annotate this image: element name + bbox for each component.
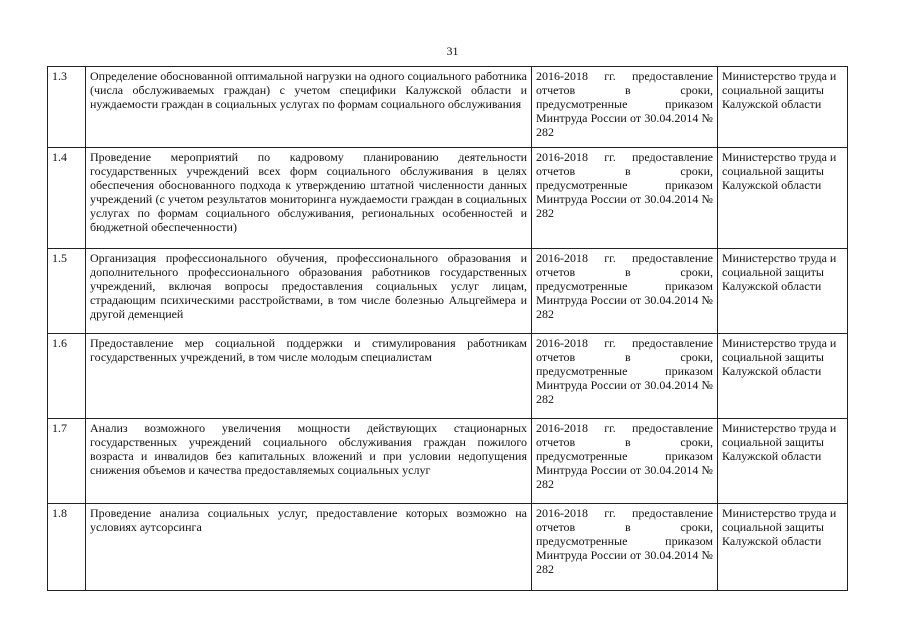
row-number: 1.5 [48,249,86,334]
row-number: 1.7 [48,419,86,504]
measure-term: 2016-2018 гг. предоставление отчетов в сроки, предусмотренные приказом Минтруда России от 30.04.2014 № 282 [532,419,718,504]
measure-description: Определение обоснованной оптимальной нагрузки на одного социального работника (числа обслуживаемых граждан) с учетом специфики Калужской области и нуждаемости граждан в социальных услугах по формам социального обслуживания [86,67,532,148]
measure-term: 2016-2018 гг. предоставление отчетов в сроки, предусмотренные приказом Минтруда России от 30.04.2014 № 282 [532,334,718,419]
measure-term: 2016-2018 гг. предоставление отчетов в сроки, предусмотренные приказом Минтруда России от 30.04.2014 № 282 [532,249,718,334]
measure-description: Проведение мероприятий по кадровому планированию деятельности государственных учреждений всех форм социального обслуживания в целях обеспечения обоснованного подхода к утверждению штатной численности данных учреждений (с учетом результатов мониторинга нуждаемости граждан в социальных услугах по формам социального обслуживания, региональных особенностей и бюджетной обеспеченности) [86,148,532,249]
measure-description: Анализ возможного увеличения мощности действующих стационарных государственных учреждений социального обслуживания граждан пожилого возраста и инвалидов без капитальных вложений и при условии недопущения снижения объемов и качества предоставляемых социальных услуг [86,419,532,504]
measure-description: Предоставление мер социальной поддержки и стимулирования работникам государственных учреждений, в том числе молодым специалистам [86,334,532,419]
table-row [48,148,848,249]
row-number: 1.4 [48,148,86,249]
measure-responsible: Министерство труда и социальной защиты Калужской области [718,67,848,148]
measure-description: Проведение анализа социальных услуг, предоставление которых возможно на условиях аутсорсинга [86,504,532,591]
table-row [48,504,848,591]
table-row [48,67,848,148]
measure-responsible: Министерство труда и социальной защиты Калужской области [718,504,848,591]
measure-term: 2016-2018 гг. предоставление отчетов в сроки, предусмотренные приказом Минтруда России от 30.04.2014 № 282 [532,67,718,148]
table-row [48,419,848,504]
measure-term: 2016-2018 гг. предоставление отчетов в сроки, предусмотренные приказом Минтруда России от 30.04.2014 № 282 [532,148,718,249]
measure-responsible: Министерство труда и социальной защиты Калужской области [718,334,848,419]
measure-term: 2016-2018 гг. предоставление отчетов в сроки, предусмотренные приказом Минтруда России от 30.04.2014 № 282 [532,504,718,591]
measures-table [47,66,848,591]
page-number: 31 [446,44,459,58]
measure-responsible: Министерство труда и социальной защиты Калужской области [718,148,848,249]
table-row [48,334,848,419]
row-number: 1.8 [48,504,86,591]
measure-responsible: Министерство труда и социальной защиты Калужской области [718,249,848,334]
measure-description: Организация профессионального обучения, профессионального образования и дополнительного профессионального образования работников государственных учреждений, включая вопросы предоставления социальных услуг лицам, страдающим психическими расстройствами, в том числе болезнью Альцгеймера и другой деменцией [86,249,532,334]
row-number: 1.3 [48,67,86,148]
measure-responsible: Министерство труда и социальной защиты Калужской области [718,419,848,504]
table-row [48,249,848,334]
row-number: 1.6 [48,334,86,419]
